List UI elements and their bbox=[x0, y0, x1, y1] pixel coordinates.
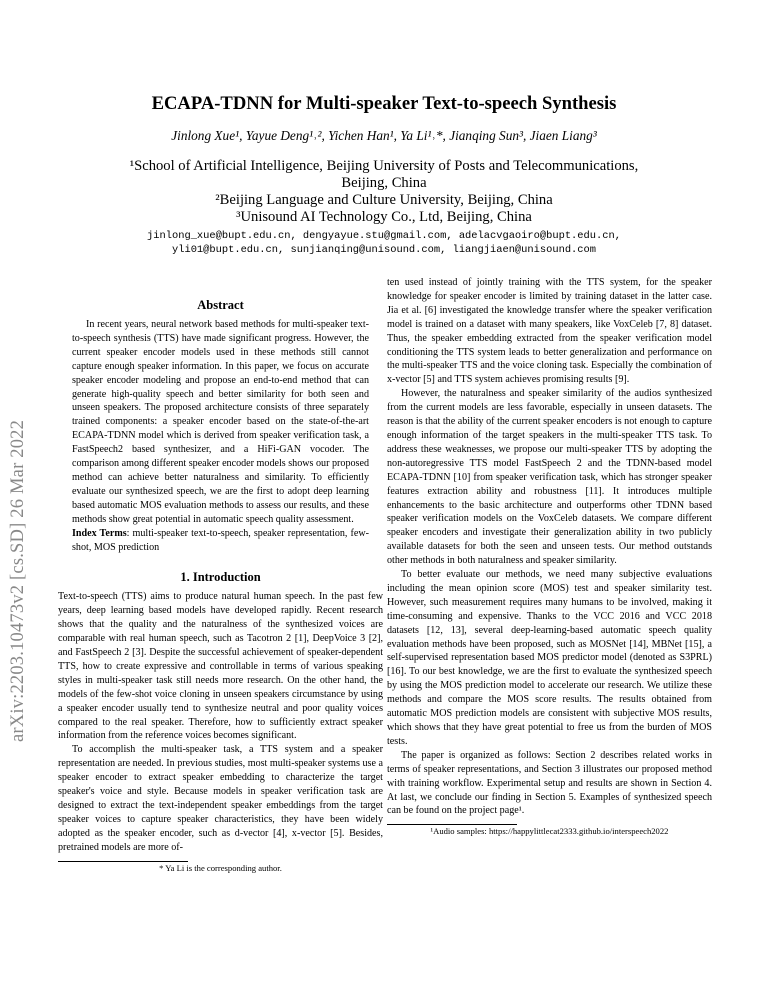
email-line: yli01@bupt.edu.cn, sunjianqing@unisound.com, liangjiaen@unisound.com bbox=[171, 244, 596, 256]
intro-paragraph: To accomplish the multi-speaker task, a TTS system and a speaker representation are needed. In previous studies, most multi-speaker systems use a speaker encoder to extract speaker embedding to characterize the target speaker's voice and style. Because models in speaker verification task are designed to extract the text-independent speaker embeddings from the target speaker voices to capture speaker characteristics, they have been widely adopted as the speaker encoder, such as d-vector [4], x-vector [5]. Besides, pretrained models are more of- bbox=[58, 744, 383, 853]
left-column bbox=[58, 296, 383, 874]
introduction-heading: 1. Introduction bbox=[180, 570, 261, 585]
abstract-block bbox=[58, 318, 383, 554]
intro-paragraph: Text-to-speech (TTS) aims to produce natural human speech. In the past few years, deep learning based models have developed rapidly. Recent research shows that the quality and the naturalness of the synthesized voices are comparable with real human speech, such as Tacotron 2 [1], DeepVoice 3 [2], and FastSpeech 2 [3]. Despite the successful achievement of speaker-dependent TTS, how to create expressive and controllable in terms of various speaking styles in multi-speaker task still needs more research. On the other hand, the models of the few-shot voice cloning in unseen speakers circumstance by using a speaker encoder usually tend to synthesize neutral and poor quality voices compared to the real speaker. Therefore, how to sufficiently extract speaker information from the reference voices becomes significant. bbox=[58, 591, 383, 742]
abstract-body: In recent years, neural network based methods for multi-speaker text-to-speech synthesis (TTS) have made significant progress. However, the current speaker encoder models used in these methods still cannot capture enough speaker information. In this paper, we focus on accurate speaker encoder modeling and propose an end-to-end method that can generate high-quality speech and better similarity for both seen and unseen speakers. The proposed architecture consists of three separately trained components: a speaker encoder based on the state-of-the-art ECAPA-TDNN model which is derived from speaker verification task, a FastSpeech2 based synthesizer, and a HiFi-GAN vocoder. The comparison among different speaker encoder models shows our proposed method can achieve better naturalness and similarity. To efficiently evaluate our synthesized speech, we are the first to adopt deep learning based automatic MOS evaluation methods to assess our results, and these methods show great potential in automatic speech quality assessment. bbox=[72, 319, 369, 525]
affiliation-line: ¹School of Artificial Intelligence, Beijing University of Posts and Telecommunications, bbox=[129, 158, 639, 174]
body-paragraph: To better evaluate our methods, we need many subjective evaluations including the mean opinion score (MOS) test and speaker similarity test. However, such measurement requires many humans to be involved, making it time-consuming and expensive. Thanks to the VCC 2016 and VCC 2018 datasets [12, 13], several deep-learning-based automatic speech quality evaluation methods have been proposed, such as MOSNet [14], MBNet [15], a self-supervised representation based MOS predictor model (denoted as S3PRL)[16]. To our best knowledge, we are the first to evaluate the synthesized speech by using the MOS prediction model to accelerate our research. We utilize these methods and compare the MOS score results. The results obtained from automatic MOS prediction models are consistent with subjective MOS results, which shows that they have great potential to free us from the burden of MOS tests. bbox=[387, 569, 712, 747]
body-paragraph: The paper is organized as follows: Section 2 describes related works in terms of speaker representations, and Section 3 illustrates our proposed method with training workflow. Experimental setup and results are shown in Section 4. At last, we conclude our finding in Section 5. Examples of synthesized speech can be found on the project page¹. bbox=[387, 749, 712, 817]
body-paragraph: ten used instead of jointly training with the TTS system, for the speaker knowledge for speaker encoder is limited by training dataset in the latter case. Jia et al. [6] investigated the knowledge transfer where the speaker verification model is trained on a dataset with many speakers, like VoxCeleb [7, 8] dataset. Thus, the speaker embedding extracted from the speaker verification model conditioning the TTS system leads to better generalization and performance on the multi-speaker TTS and the voice cloning task. Especially the combination of x-vector [5] and TTS system achieves promising results [9]. bbox=[387, 277, 712, 386]
email-line: jinlong_xue@bupt.edu.cn, dengyayue.stu@gmail.com, adelacvgaoiro@bupt.edu.cn, bbox=[147, 230, 621, 242]
body-paragraph: However, the naturalness and speaker similarity of the audios synthesized from the current models are less favorable, especially in unseen datasets. The reason is that the ability of the current speaker encoders is not enough to capture enough information of the target speakers in the multi-speaker TTS task. To address these weaknesses, we propose our multi-speaker TTS by adopting the non-autoregressive TTS model FastSpeech 2 and the TDNN-based model ECAPA-TDNN [10] from speaker verification task, which has stronger speaker features extraction ability and robustness [11]. It introduces multiple enhancements to the basic architecture and outperforms other TDNN based speaker verification models on the VoxCeleb datasets. We compare different speaker encoders and investigate their generalization ability in two publicly available datasets for both the seen and unseen tests. Our method outstands other methods in both naturalness and speaker similarity. bbox=[387, 388, 712, 567]
affiliation-line: Beijing, China bbox=[341, 175, 427, 191]
arxiv-identifier: arXiv:2203.10473v2 [cs.SD] 26 Mar 2022 bbox=[8, 419, 28, 742]
abstract-heading: Abstract bbox=[197, 298, 244, 312]
paper-title: ECAPA-TDNN for Multi-speaker Text-to-speech Synthesis bbox=[151, 93, 617, 114]
affiliation-line: ³Unisound AI Technology Co., Ltd, Beijing, China bbox=[236, 209, 532, 225]
corresponding-author-note: * Ya Li is the corresponding author. bbox=[159, 862, 282, 873]
index-terms-text: : multi-speaker text-to-speech, speaker representation, few-shot, MOS prediction bbox=[72, 527, 369, 553]
index-terms-label: Index Terms bbox=[72, 527, 127, 539]
author-list: Jinlong Xue¹, Yayue Deng¹˒², Yichen Han¹, Ya Li¹˒*, Jianqing Sun³, Jiaen Liang³ bbox=[171, 128, 597, 143]
affiliation-line: ²Beijing Language and Culture University, Beijing, China bbox=[215, 192, 553, 208]
audio-samples-footnote: ¹Audio samples: https://happylittlecat2333.github.io/interspeech2022 bbox=[430, 826, 669, 837]
index-terms bbox=[72, 527, 369, 555]
right-column bbox=[387, 276, 712, 837]
